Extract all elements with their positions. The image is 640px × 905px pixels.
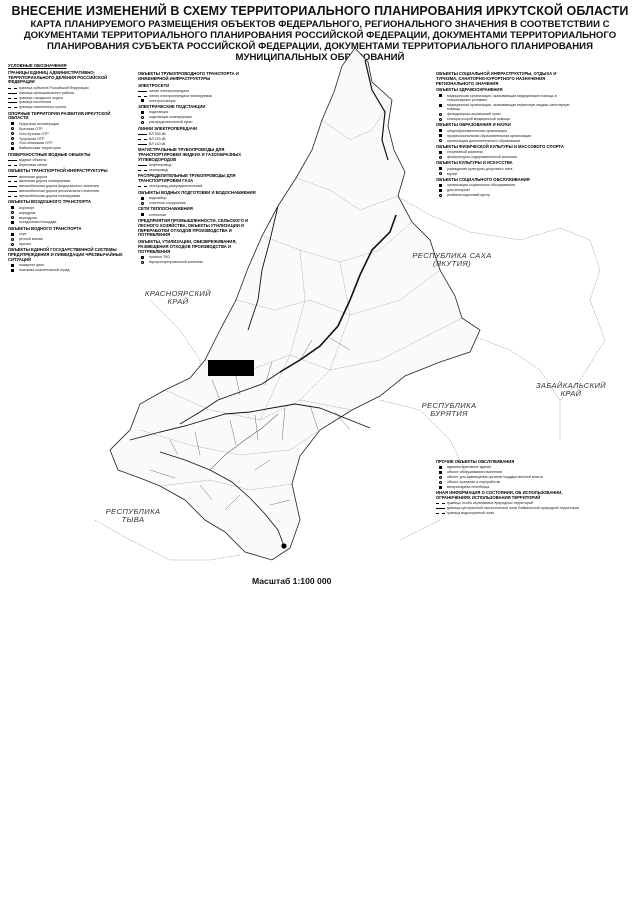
legend-bottom-right: [436, 458, 584, 516]
legend-symbol-box-icon: [439, 486, 442, 489]
legend-item: [8, 137, 130, 141]
legend-symbol-box-icon: [11, 233, 14, 236]
legend-item: [8, 237, 130, 241]
legend-item: [436, 475, 584, 479]
legend-section-heading: ОБЪЕКТЫ ОБРАЗОВАНИЯ И НАУКИ: [436, 122, 511, 128]
legend-item: [8, 96, 130, 100]
legend-item: [138, 168, 264, 172]
legend-item: [436, 501, 584, 505]
legend-section-heading: ЭЛЕКТРОСЕТИ: [138, 82, 170, 88]
legend-symbol-box-icon: [439, 134, 442, 137]
legend-item-text: Усть-Кутская ОТР: [19, 131, 49, 136]
legend-item: [138, 201, 264, 205]
legend-item-text: водозабор: [149, 196, 167, 201]
legend-item: [436, 470, 584, 474]
legend-item-text: Иркутская агломерация: [19, 121, 59, 126]
scale-label: Масштаб 1:100 000: [252, 576, 332, 586]
legend-item-text: подстанция планируемая: [149, 115, 192, 120]
legend-symbol-dash-icon: [8, 98, 17, 99]
legend-item-text: котельная: [149, 212, 166, 217]
legend-item: [436, 103, 576, 112]
legend-symbol-circ-icon: [141, 202, 144, 205]
legend-item: [436, 183, 576, 187]
label-zabaikalsky: ЗАБАЙКАЛЬСКИЙ КРАЙ: [535, 381, 607, 399]
legend-item-text: граница центральной экологической зоны Байкальской природной территории: [447, 506, 579, 511]
legend-section-heading: ПОВЕРХНОСТНЫЕ ВОДНЫЕ ОБЪЕКТЫ: [8, 151, 91, 157]
legend-item: [436, 117, 576, 121]
legend-item: [8, 91, 130, 95]
legend-symbol-box-icon: [439, 184, 442, 187]
legend-middle-sections: [138, 72, 264, 264]
legend-item-text: полигон ТКО: [149, 255, 171, 260]
legend-item: [8, 146, 130, 150]
legend-item-text: аэропорт: [19, 205, 35, 210]
legend-item: [436, 188, 576, 192]
legend-section-heading: ОБЪЕКТЫ ВОДНОГО ТРАНСПОРТА: [8, 225, 82, 231]
legend-section-heading: ЛИНИИ ЭЛЕКТРОПЕРЕДАЧИ: [138, 125, 197, 131]
legend-section-heading: ИНАЯ ИНФОРМАЦИЯ О СОСТОЯНИИ, ОБ ИСПОЛЬЗОВАНИИ, ОГРАНИЧЕНИЯХ ИСПОЛЬЗОВАНИЯ ТЕРРИТОРИЙ: [436, 490, 563, 501]
legend-symbol-line-icon: [8, 160, 17, 161]
legend-symbol-dash-icon: [8, 165, 17, 166]
legend-item: [138, 132, 264, 136]
legend-symbol-dash-icon: [436, 503, 445, 504]
legend-symbol-line-icon: [138, 91, 147, 92]
legend-symbol-box-icon: [141, 256, 144, 259]
legend-item-text: вертодром: [19, 215, 37, 220]
legend-item: [138, 255, 264, 259]
legend-item: [138, 142, 264, 146]
legend-item-text: речной вокзал: [19, 237, 43, 242]
legend-item-text: реабилитационный центр: [447, 193, 491, 198]
legend-item-text: очистные сооружения: [149, 200, 186, 205]
legend-symbol-circ-icon: [439, 172, 442, 175]
legend-item-text: граница поселения: [19, 100, 52, 105]
legend-section-heading: ОПОРНЫЕ ТЕРРИТОРИИ РАЗВИТИЯ ИРКУТСКОЙ ОБЛАСТИ: [8, 110, 111, 121]
legend-symbol-line-icon: [138, 165, 147, 166]
legend-symbol-box-icon: [11, 269, 14, 272]
legend-item-text: организация дополнительного образования: [447, 138, 521, 143]
legend-item: [138, 120, 264, 124]
legend-item: [8, 242, 130, 246]
legend-item: [138, 89, 264, 93]
legend-section-heading: ПРОЧИЕ ОБЪЕКТЫ ОБСЛУЖИВАНИЯ: [436, 459, 515, 464]
legend-bottom-right-sections: [436, 460, 584, 516]
legend-item: [8, 232, 130, 236]
legend-symbol-circ-icon: [439, 476, 442, 479]
legend-item: [138, 137, 264, 141]
legend-item-text: причал: [19, 241, 31, 246]
legend-section-heading: ОБЪЕКТЫ КУЛЬТУРЫ И ИСКУССТВА: [436, 160, 513, 166]
legend-symbol-box-icon: [11, 221, 14, 224]
legend-symbol-circ-icon: [141, 116, 144, 119]
legend-section-heading: ОБЪЕКТЫ ФИЗИЧЕСКОЙ КУЛЬТУРЫ И МАССОВОГО СПОРТА: [436, 143, 564, 149]
legend-symbol-line-icon: [8, 191, 17, 192]
legend-item-text: ветеринарная лечебница: [447, 484, 490, 489]
legend-section-heading: ОБЪЕКТЫ ТРУБОПРОВОДНОГО ТРАНСПОРТА И ИНЖЕНЕРНОЙ ИНФРАСТРУКТУРЫ: [138, 71, 239, 81]
legend-item-text: ВЛ 500 кВ: [149, 131, 166, 136]
legend-item-text: ВЛ 110 кВ: [149, 141, 166, 146]
legend-symbol-dash-icon: [138, 96, 147, 97]
legend-item: [138, 94, 264, 98]
page-title: ВНЕСЕНИЕ ИЗМЕНЕНИЙ В СХЕМУ ТЕРРИТОРИАЛЬНОГО ПЛАНИРОВАНИЯ ИРКУТСКОЙ ОБЛАСТИ: [11, 4, 629, 18]
legend-item: [436, 94, 576, 103]
legend-item: [8, 100, 130, 104]
legend-symbol-line-icon: [138, 134, 147, 135]
legend-item-text: газопровод: [149, 167, 168, 172]
irkutsk-marker[interactable]: [281, 543, 286, 548]
legend-symbol-dash-icon: [138, 186, 147, 187]
legend-symbol-box-icon: [439, 189, 442, 192]
legend-item: [436, 506, 584, 510]
legend-item: [138, 163, 264, 167]
legend-item: [8, 206, 130, 210]
label-krasnoyarsk: КРАСНОЯРСКИЙ КРАЙ: [144, 289, 212, 307]
legend-left: [8, 62, 130, 273]
legend-symbol-circ-icon: [439, 481, 442, 484]
legend-item-text: границы особо охраняемых природных территорий: [447, 501, 533, 506]
legend-item-text: пожарное депо: [19, 263, 45, 268]
legend-symbol-line-icon: [8, 93, 17, 94]
legend-symbol-dash-icon: [138, 139, 147, 140]
legend-item: [436, 129, 576, 133]
legend-item-text: порт: [19, 232, 27, 237]
legend-symbol-circ-icon: [439, 118, 442, 121]
legend-item-text: граница субъекта Российской Федерации: [19, 85, 89, 90]
legend-section-heading: ОБЪЕКТЫ ТРАНСПОРТНОЙ ИНФРАСТРУКТУРЫ: [8, 168, 108, 174]
legend-symbol-box-icon: [141, 213, 144, 216]
legend-symbol-line-icon: [8, 102, 17, 103]
legend-symbol-box-icon: [11, 264, 14, 267]
legend-symbol-dash-icon: [8, 88, 17, 89]
legend-symbol-circ-icon: [11, 142, 14, 145]
legend-item-text: Братская ОТР: [19, 126, 43, 131]
legend-item-text: линия электропередачи планируемая: [149, 93, 213, 98]
legend-section-heading: РАСПРЕДЕЛИТЕЛЬНЫЕ ТРУБОПРОВОДЫ ДЛЯ ТРАНСПОРТИРОВКИ ГАЗА: [138, 173, 236, 183]
legend-item: [8, 105, 130, 109]
legend-symbol-circ-icon: [11, 243, 14, 246]
legend-item: [8, 184, 130, 188]
legend-item: [436, 112, 576, 116]
legend-item: [8, 141, 130, 145]
legend-item-text: организация социального обслуживания: [447, 183, 515, 188]
legend-section-heading: ЭЛЕКТРИЧЕСКИЕ ПОДСТАНЦИИ: [138, 104, 206, 110]
legend-symbol-circ-icon: [439, 113, 442, 116]
legend-item: [8, 127, 130, 131]
legend-item: [138, 115, 264, 119]
legend-section-heading: ГРАНИЦЫ ЕДИНИЦ АДМИНИСТРАТИВНО-ТЕРРИТОРИАЛЬНОГО ДЕЛЕНИЯ РОССИЙСКОЙ ФЕДЕРАЦИИ: [8, 69, 108, 85]
legend-item-text: фельдшерско-акушерский пункт: [447, 112, 502, 117]
legend-section-heading: ОБЪЕКТЫ ВОДНЫХ ПОДГОТОВКИ И ВОДОСНАБЖЕНИЯ: [138, 189, 256, 195]
legend-item: [138, 213, 264, 217]
legend-item-text: линия электропередачи: [149, 88, 189, 93]
legend-item: [436, 485, 584, 489]
legend-item: [8, 175, 130, 179]
legend-symbol-line-icon: [138, 144, 147, 145]
legend-symbol-circ-icon: [11, 132, 14, 135]
legend-section-heading: ОБЪЕКТЫ ВОЗДУШНОГО ТРАНСПОРТА: [8, 199, 92, 205]
legend-section-heading: ПРЕДПРИЯТИЯ ПРОМЫШЛЕННОСТИ, СЕЛЬСКОГО И ЛЕСНОГО ХОЗЯЙСТВА, ОБЪЕКТЫ УТИЛИЗАЦИИ И ПЕРЕРАБОТКИ ОТХОДОВ ПРОИЗВОДСТВА И ПОТРЕБЛЕНИЯ: [138, 217, 249, 238]
legend-item-text: автомобильная дорога федерального значения: [19, 184, 99, 189]
legend-item-text: автомобильная дорога планируемая: [19, 194, 81, 199]
legend-item-text: дом-интернат: [447, 188, 470, 193]
legend-symbol-dash-icon: [138, 170, 147, 171]
legend-item-text: медицинская организация, оказывающая первичную медико-санитарную помощь: [447, 102, 570, 112]
legend-section-heading: ОБЪЕКТЫ СОЦИАЛЬНОЙ ИНФРАСТРУКТУРЫ, ОТДЫХА И ТУРИЗМА, САНАТОРНО-КУРОРТНОГО НАЗНАЧЕНИЯ РЕГИОНАЛЬНОГО ЗНАЧЕНИЯ: [436, 71, 557, 86]
legend-symbol-line-icon: [436, 508, 445, 509]
label-tyva: РЕСПУБЛИКА ТЫВА: [105, 507, 161, 525]
legend-symbol-circ-icon: [141, 261, 144, 264]
legend-symbol-circ-icon: [11, 238, 14, 241]
legend-item: [138, 99, 264, 103]
legend-item-text: аэродром: [19, 210, 36, 215]
legend-item: [138, 196, 264, 200]
legend-symbol-circ-icon: [11, 216, 14, 219]
legend-symbol-circ-icon: [439, 194, 442, 197]
legend-item: [436, 480, 584, 484]
legend-item-text: граница городского округа: [19, 95, 63, 100]
legend-symbol-box-icon: [141, 99, 144, 102]
legend-item-text: объект для размещения органов государственной власти: [447, 475, 544, 480]
legend-symbol-box-icon: [141, 111, 144, 114]
legend-item: [8, 132, 130, 136]
legend-symbol-box-icon: [439, 104, 442, 107]
legend-section-heading: ОБЪЕКТЫ ЕДИНОЙ ГОСУДАРСТВЕННОЙ СИСТЕМЫ ПРЕДУПРЕЖДЕНИЯ И ЛИКВИДАЦИИ ЧРЕЗВЫЧАЙНЫХ СИТУАЦИЙ: [8, 247, 123, 262]
legend-item: [8, 194, 130, 198]
legend-item-text: газопровод распределительный: [149, 184, 203, 189]
legend-item: [8, 158, 130, 162]
legend-item: [8, 216, 130, 220]
legend-item: [138, 110, 264, 114]
legend-item-text: электростанция: [149, 98, 176, 103]
legend-item: [436, 150, 576, 154]
legend-item: [138, 260, 264, 264]
legend-symbol-box-icon: [439, 471, 442, 474]
legend-item: [436, 172, 576, 176]
legend-item-text: профессиональная образовательная организация: [447, 133, 532, 138]
legend-item: [8, 220, 130, 224]
legend-item-text: подстанция: [149, 110, 169, 115]
legend-item-text: водные объекты: [19, 157, 47, 162]
legend-symbol-thick-icon: [8, 186, 17, 187]
page-subtitle: КАРТА ПЛАНИРУЕМОГО РАЗМЕЩЕНИЯ ОБЪЕКТОВ ФЕДЕРАЛЬНОГО, РЕГИОНАЛЬНОГО ЗНАЧЕНИЯ В СООТВЕТСТВИИ С ДОКУМЕНТАМИ ТЕРРИТОРИАЛЬНОГО ПЛАНИРОВАНИЯ РОССИЙСКОЙ ФЕДЕРАЦИИ, ДОКУМЕНТАМИ ТЕРРИТОРИАЛЬНОГО ПЛАНИРОВАНИЯ СУБЪЕКТА РОССИЙСКОЙ ФЕДЕРАЦИИ, ДОКУМЕНТАМИ ТЕРРИТОРИАЛЬНОГО ПЛАНИРОВАНИЯ МУНИЦИПАЛЬНЫХ ОБРАЗОВАНИЙ: [23, 19, 617, 63]
legend-item-text: объект обслуживания населения: [447, 470, 503, 475]
legend-symbol-box-icon: [11, 147, 14, 150]
legend-symbol-thick-icon: [8, 176, 17, 177]
legend-symbol-circ-icon: [439, 139, 442, 142]
legend-item-text: физкультурно-оздоровительный комплекс: [447, 155, 518, 160]
legend-title: УСЛОВНЫЕ ОБОЗНАЧЕНИЯ: [8, 63, 67, 68]
legend-section-heading: ОБЪЕКТЫ ЗДРАВООХРАНЕНИЯ: [436, 87, 503, 93]
legend-section-heading: ОБЪЕКТЫ СОЦИАЛЬНОГО ОБСЛУЖИВАНИЯ: [436, 176, 530, 182]
legend-item-text: ВЛ 220 кВ: [149, 136, 166, 141]
legend-item: [436, 134, 576, 138]
legend-symbol-dash-icon: [8, 107, 17, 108]
legend-symbol-box-icon: [141, 197, 144, 200]
legend-item-text: медицинская организация, оказывающая медицинскую помощь в стационарных условиях: [447, 93, 557, 103]
legend-item-text: объект хранения и переработки: [447, 480, 501, 485]
legend-item: [138, 184, 264, 188]
legend-symbol-box-icon: [439, 151, 442, 154]
legend-left-sections: [8, 71, 130, 273]
legend-symbol-circ-icon: [11, 127, 14, 130]
legend-item-text: железная дорога планируемая: [19, 179, 71, 184]
legend-item-text: железная дорога: [19, 174, 48, 179]
legend-item: [436, 465, 584, 469]
legend-right: [436, 70, 576, 198]
legend-item-text: музей: [447, 171, 457, 176]
legend-item: [436, 193, 576, 197]
legend-section-heading: МАГИСТРАЛЬНЫЕ ТРУБОПРОВОДЫ ДЛЯ ТРАНСПОРТИРОВКИ ЖИДКИХ И ГАЗООБРАЗНЫХ УГЛЕВОДОРОДОВ: [138, 147, 242, 162]
legend-item-text: посадочная площадка: [19, 220, 57, 225]
legend-section-heading: ОБЪЕКТЫ, УТИЛИЗАЦИИ, ОБЕЗВРЕЖИВАНИЯ, РАЗМЕЩЕНИЯ ОТХОДОВ ПРОИЗВОДСТВА И ПОТРЕБЛЕНИЯ: [138, 239, 237, 254]
legend-item-text: граница водоохранной зоны: [447, 511, 495, 516]
legend-item-text: Байкальская территория: [19, 146, 61, 151]
legend-symbol-circ-icon: [141, 121, 144, 124]
legend-symbol-box-icon: [11, 122, 14, 125]
legend-item: [8, 189, 130, 193]
label-sakha: РЕСПУБЛИКА САХА (ЯКУТИЯ): [412, 251, 492, 269]
legend-middle: [138, 70, 264, 265]
legend-item-text: Тулунская ОТР: [19, 136, 45, 141]
legend-item-text: административное здание: [447, 465, 492, 470]
legend-item: [8, 122, 130, 126]
legend-item-text: граница муниципального района: [19, 90, 74, 95]
legend-item: [436, 167, 576, 171]
legend-symbol-circ-icon: [439, 156, 442, 159]
legend-symbol-circ-icon: [11, 211, 14, 214]
legend-item: [8, 263, 130, 267]
legend-item-text: граница населенного пункта: [19, 105, 67, 110]
legend-symbol-dash-icon: [8, 181, 17, 182]
legend-item: [8, 268, 130, 272]
legend-item-text: учреждение культурно-досугового типа: [447, 166, 513, 171]
legend-item-text: береговая линия: [19, 162, 48, 167]
label-buryatia: РЕСПУБЛИКА БУРЯТИЯ: [421, 401, 477, 419]
legend-item: [436, 139, 576, 143]
legend-item-text: Усть-Илимская ОТР: [19, 141, 53, 146]
legend-symbol-circ-icon: [11, 137, 14, 140]
highlighted-area[interactable]: [208, 360, 254, 376]
legend-symbol-dash-icon: [436, 513, 445, 514]
legend-item: [436, 155, 576, 159]
legend-symbol-box-icon: [439, 466, 442, 469]
legend-right-sections: [436, 72, 576, 197]
legend-symbol-box-icon: [439, 167, 442, 170]
legend-item-text: мусоросортировочный комплекс: [149, 259, 204, 264]
legend-item-text: общеобразовательная организация: [447, 128, 507, 133]
legend-item: [8, 211, 130, 215]
legend-item: [436, 511, 584, 515]
legend-symbol-dash-icon: [8, 196, 17, 197]
legend-item: [8, 86, 130, 90]
legend-item-text: распределительный пункт: [149, 120, 193, 125]
legend-item: [8, 163, 130, 167]
legend-item-text: нефтепровод: [149, 162, 172, 167]
legend-item-text: поисково-спасательный отряд: [19, 268, 70, 273]
legend-item-text: станция скорой медицинской помощи: [447, 117, 511, 122]
legend-item: [8, 179, 130, 183]
legend-symbol-box-icon: [11, 206, 14, 209]
legend-symbol-box-icon: [439, 129, 442, 132]
legend-section-heading: СЕТИ ТЕПЛОСНАБЖЕНИЯ: [138, 206, 193, 212]
legend-symbol-box-icon: [439, 94, 442, 97]
legend-item-text: автомобильная дорога регионального значения: [19, 189, 100, 194]
legend-item-text: спортивный комплекс: [447, 150, 484, 155]
